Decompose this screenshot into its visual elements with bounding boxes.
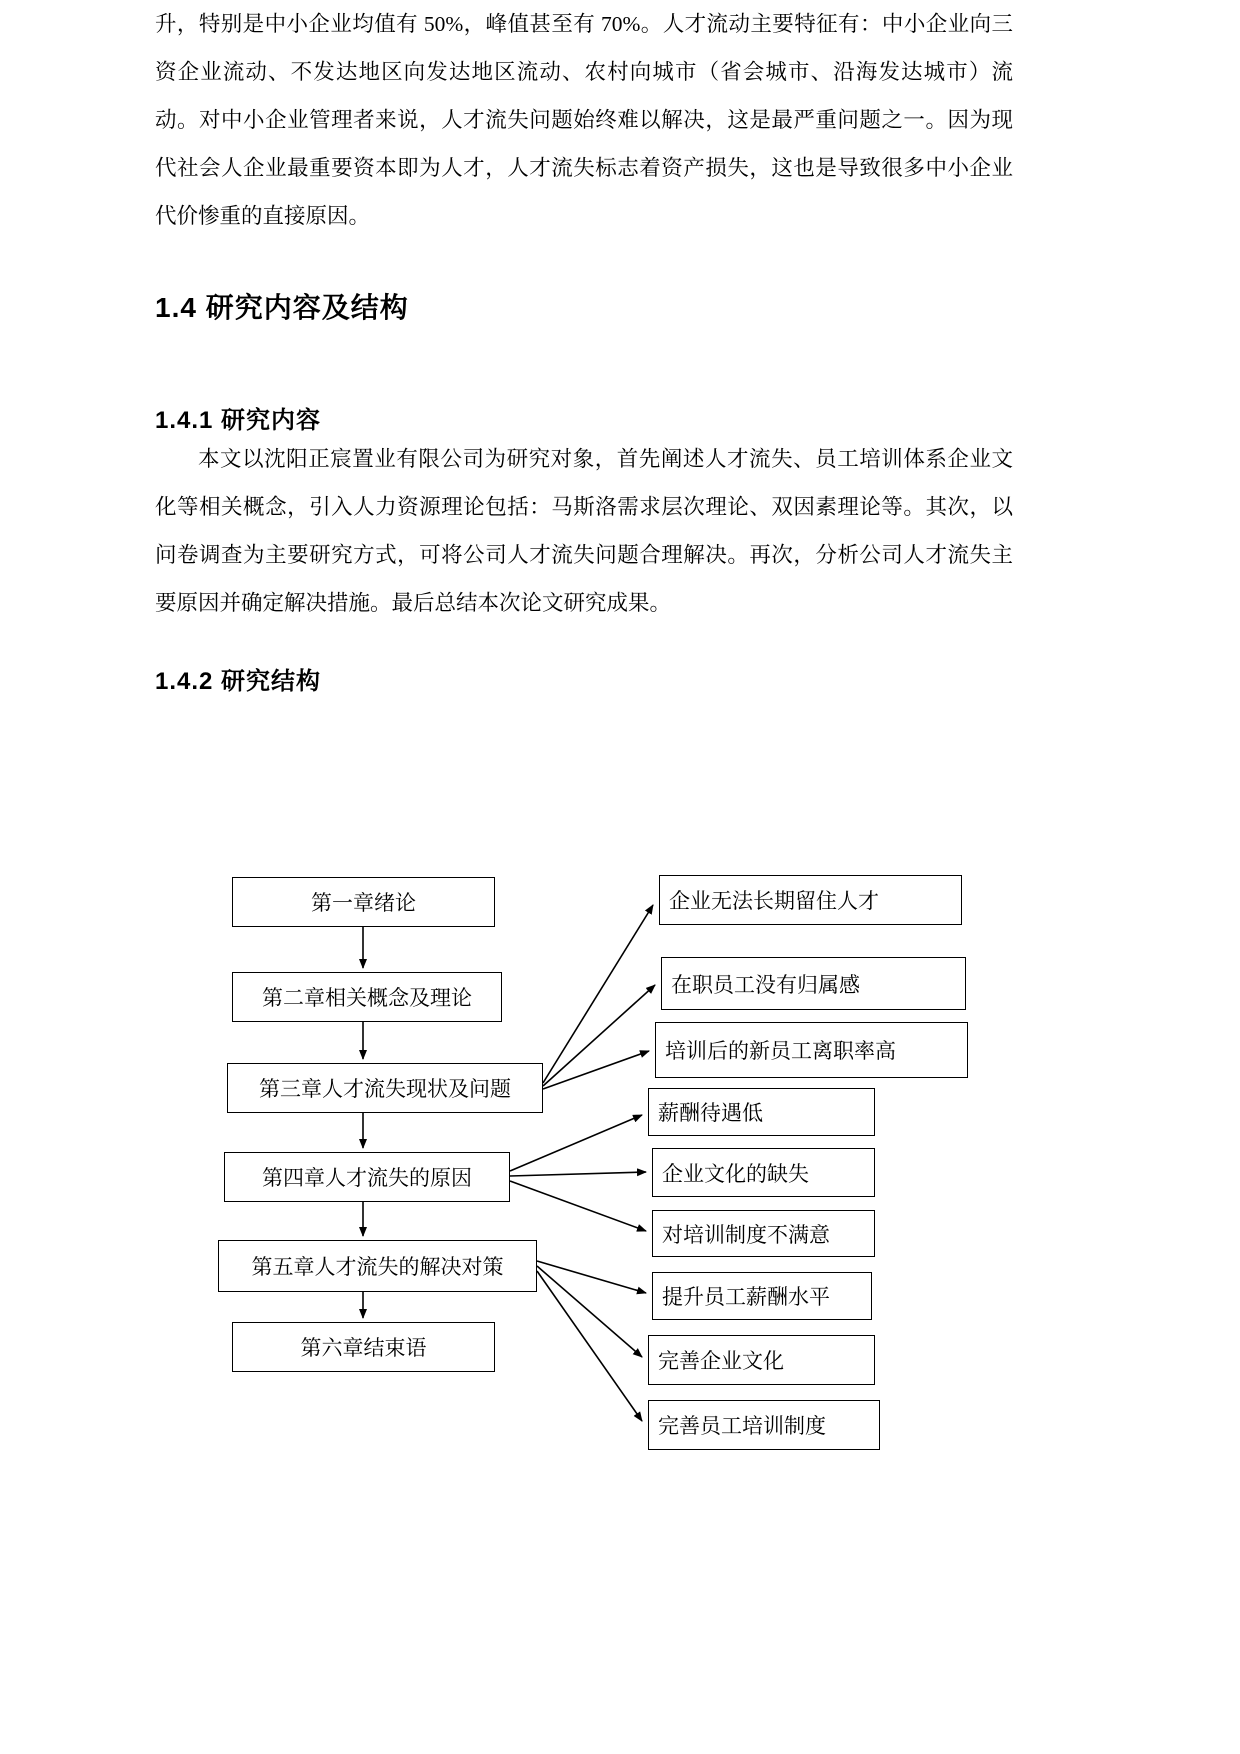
arrow-line bbox=[543, 905, 653, 1083]
flowchart-box-chapter-4: 第四章人才流失的原因 bbox=[224, 1152, 510, 1202]
flowchart-box-chapter-1: 第一章绪论 bbox=[232, 877, 495, 927]
arrow-line bbox=[543, 985, 655, 1086]
page-content bbox=[155, 0, 1013, 696]
paragraph-research-content: 本文以沈阳正宸置业有限公司为研究对象，首先阐述人才流失、员工培训体系企业文化等相关概念，引入人力资源理论包括：马斯洛需求层次理论、双因素理论等。其次，以问卷调查为主要研究方式，可将公司人才流失问题合理解决。再次，分析公司人才流失主要原因并确定解决措施。最后总结本次论文研究成果。 bbox=[155, 447, 1013, 615]
heading-1-4-1: 1.4.1 研究内容 bbox=[155, 407, 322, 434]
flowchart-box-cause-2: 企业文化的缺失 bbox=[652, 1148, 875, 1197]
flowchart-box-issue-3: 培训后的新员工离职率高 bbox=[655, 1022, 968, 1078]
flowchart-box-solution-1: 提升员工薪酬水平 bbox=[652, 1272, 872, 1320]
flowchart-box-chapter-3: 第三章人才流失现状及问题 bbox=[227, 1063, 543, 1113]
flowchart-box-chapter-5: 第五章人才流失的解决对策 bbox=[218, 1240, 537, 1292]
flowchart-box-chapter-6: 第六章结束语 bbox=[232, 1322, 495, 1372]
flowchart-box-issue-2: 在职员工没有归属感 bbox=[661, 957, 966, 1010]
arrow-line bbox=[537, 1266, 642, 1357]
arrow-line bbox=[537, 1261, 646, 1293]
flowchart-box-solution-3: 完善员工培训制度 bbox=[648, 1400, 880, 1450]
paragraph-talent-flow: 升，特别是中小企业均值有 50%，峰值甚至有 70%。人才流动主要特征有：中小企业向三资企业流动、不发达地区向发达地区流动、农村向城市（省会城市、沿海发达城市）流动。对中小企业管理者来说，人才流失问题始终难以解决，这是最严重问题之一。因为现代社会人企业最重要资本即为人才，人才流失标志着资产损失，这也是导致很多中小企业代价惨重的直接原因。 bbox=[155, 12, 1013, 228]
research-structure-flowchart bbox=[155, 865, 1035, 1475]
flowchart-box-cause-1: 薪酬待遇低 bbox=[648, 1088, 875, 1136]
arrow-line bbox=[510, 1115, 642, 1171]
flowchart-box-chapter-2: 第二章相关概念及理论 bbox=[232, 972, 502, 1022]
heading-1-4: 1.4 研究内容及结构 bbox=[155, 292, 409, 323]
heading-1-4-2: 1.4.2 研究结构 bbox=[155, 668, 322, 695]
flowchart-box-cause-3: 对培训制度不满意 bbox=[652, 1210, 875, 1257]
flowchart-box-solution-2: 完善企业文化 bbox=[648, 1335, 875, 1385]
arrow-line bbox=[537, 1271, 642, 1421]
arrow-line bbox=[543, 1051, 649, 1089]
arrow-line bbox=[510, 1181, 646, 1231]
flowchart-box-issue-1: 企业无法长期留住人才 bbox=[659, 875, 962, 925]
arrow-line bbox=[510, 1172, 646, 1176]
